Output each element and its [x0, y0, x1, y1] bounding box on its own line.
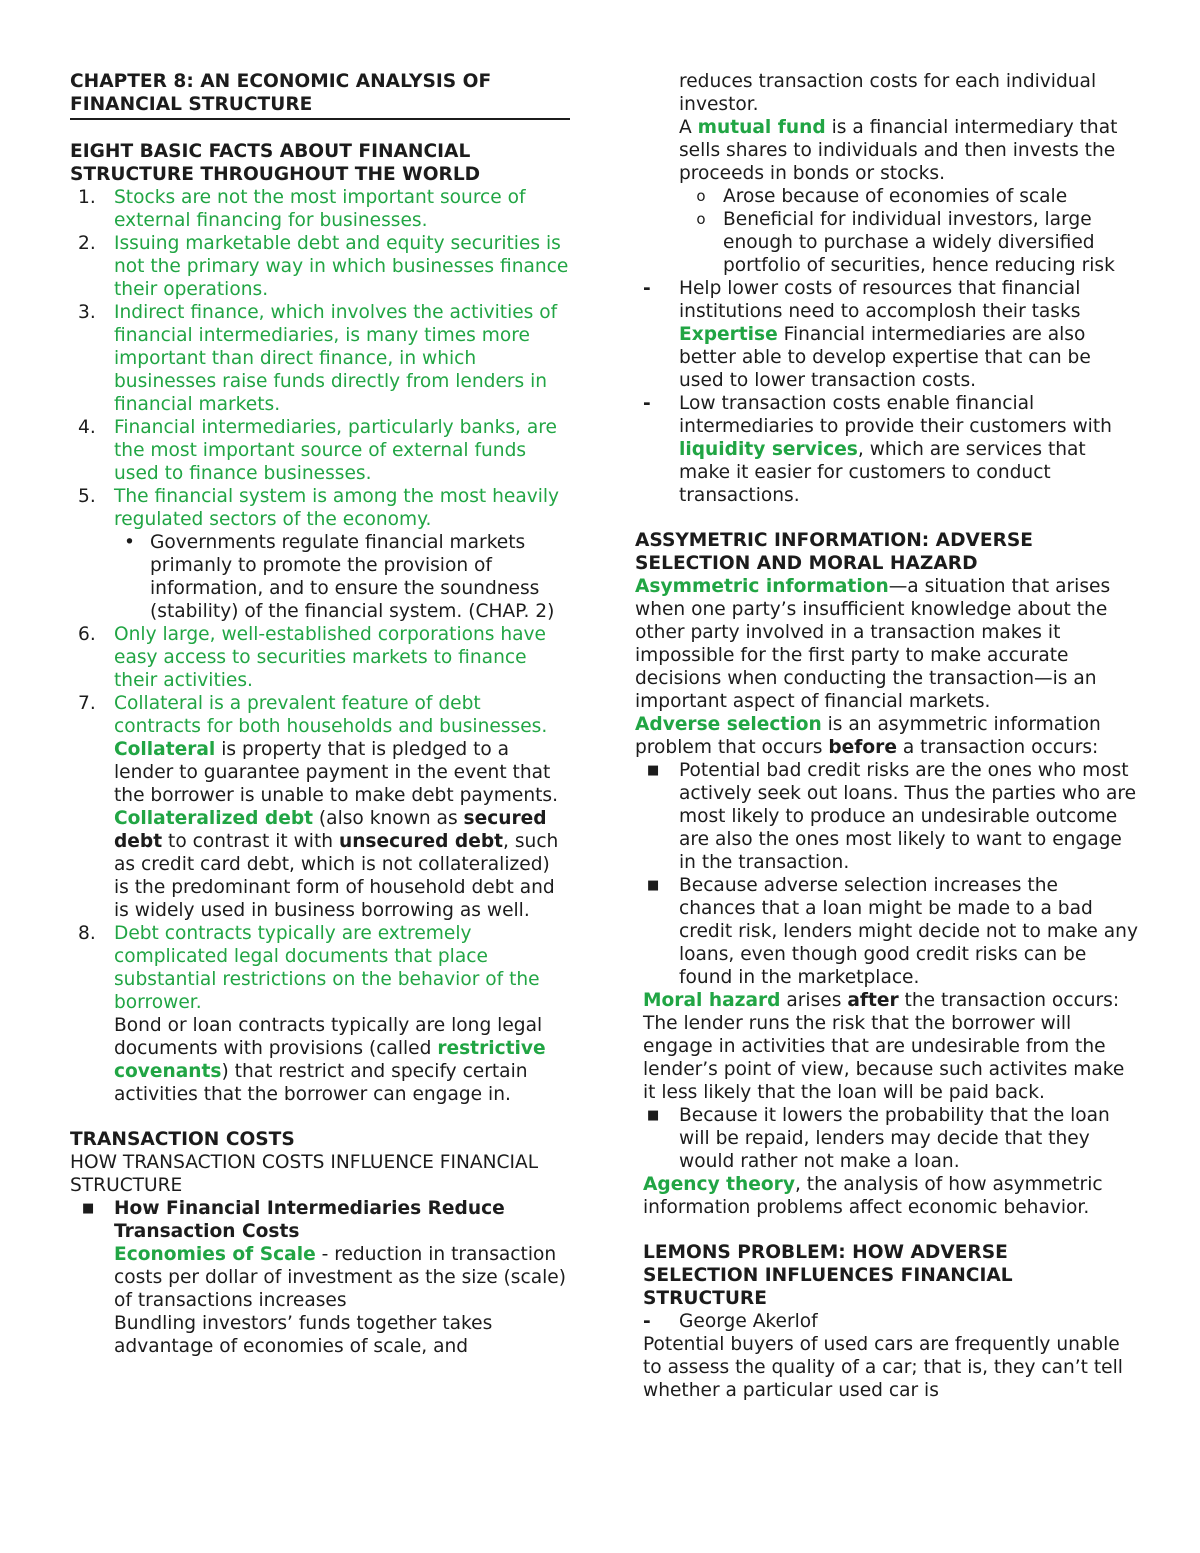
transaction-costs-subheading: HOW TRANSACTION COSTS INFLUENCE FINANCIAL STRUCTURE	[70, 1152, 539, 1196]
liquidity-text: Low transaction costs enable financial intermediaries to provide their customers with	[679, 393, 1112, 437]
square-bullet-icon: ■	[647, 878, 660, 893]
dash-bullet-icon: -	[643, 393, 651, 414]
agency-theory-definition	[635, 1173, 1140, 1219]
tc-bullet-text: How Financial Intermediaries Reduce Transaction Costs	[114, 1198, 505, 1242]
fact-item	[70, 623, 570, 692]
fact-number: 1.	[78, 187, 96, 208]
fact5-bullet	[114, 531, 570, 623]
fact-text: Issuing marketable debt and equity securities is not the primary way in which businesses finance their operations.	[114, 233, 569, 300]
lemons-heading-line2: SELECTION INFLUENCES FINANCIAL	[643, 1265, 1013, 1286]
bond-text: Bond or loan contracts typically are long legal documents with provisions (called	[114, 1015, 543, 1059]
expertise-definition	[679, 323, 1140, 392]
fact-item	[70, 922, 570, 1014]
as-text: is an asymmetric information problem that occurs	[635, 714, 1101, 758]
square-bullet-icon: ■	[82, 1201, 95, 1216]
fact-number: 6.	[78, 624, 96, 645]
mh-point-text: Because it lowers the probability that the loan will be repaid, lenders may decide that they would rather not make a loan.	[679, 1105, 1110, 1172]
ai-text: —a situation that arises when one party’s insufficient knowledge about the other party involved in a transaction makes it impossible for the first party to make accurate decisions when conducting the transaction—is an important aspect of financial markets.	[635, 576, 1111, 712]
fact-text: Stocks are not the most important source of external financing for businesses.	[114, 187, 526, 231]
fact-text: Collateral is a prevalent feature of debt contracts for both households and businesses.	[114, 693, 548, 737]
fact-number: 7.	[78, 693, 96, 714]
lemons-heading-line1: LEMONS PROBLEM: HOW ADVERSE	[643, 1242, 1008, 1263]
facts-heading-line1: EIGHT BASIC FACTS ABOUT FINANCIAL	[70, 141, 471, 162]
dash-item	[635, 277, 1140, 323]
lemons-heading	[635, 1241, 1140, 1310]
fact-text: Debt contracts typically are extremely complicated legal documents that place substantial restrictions on the behavior of the borrower.	[114, 923, 540, 1013]
collateral-text: (also known as	[313, 808, 464, 829]
collateral-text: is property that is pledged to a lender to guarantee payment in the event that the borrower is unable to make debt payments.	[114, 739, 558, 806]
mutual-fund-definition	[679, 116, 1140, 185]
emphasis-before: before	[828, 737, 897, 758]
term-economies-of-scale: Economies of Scale	[114, 1244, 316, 1265]
as-point	[635, 874, 1140, 989]
collateral-text: , such as credit card debt, which is not collateralized) is the predominant form of household debt and is widely used in business borrowing as well.	[114, 831, 559, 921]
circle-bullet-icon: o	[696, 187, 706, 205]
mf-point	[679, 208, 1140, 277]
eos-bundling-text: Bundling investors’ funds together takes advantage of economies of scale, and	[114, 1313, 493, 1357]
mf-point-text: Arose because of economies of scale	[723, 186, 1068, 207]
fact-item	[70, 485, 570, 531]
left-column	[70, 70, 570, 1358]
fact-text: The financial system is among the most heavily regulated sectors of the economy.	[114, 486, 560, 530]
square-bullet-icon: ■	[647, 1108, 660, 1123]
title-rule	[70, 118, 570, 120]
facts-heading-line2: STRUCTURE THROUGHOUT THE WORLD	[70, 164, 481, 185]
economies-of-scale-definition	[114, 1243, 570, 1312]
term-restrictive-covenants: restrictive covenants	[114, 1038, 546, 1082]
term-expertise: Expertise	[679, 324, 778, 345]
fact-number: 3.	[78, 302, 96, 323]
dash-item-text	[679, 392, 1140, 507]
bond-paragraph	[114, 1014, 570, 1106]
lemons-paragraph: Potential buyers of used cars are frequently unable to assess the quality of a car; that is, they can’t tell whether a particular used car is	[643, 1334, 1123, 1401]
as-text: a transaction occurs:	[896, 737, 1099, 758]
term-agency-theory: Agency theory	[643, 1174, 795, 1195]
term-asymmetric-information: Asymmetric information	[635, 576, 889, 597]
asymmetric-heading-line2: SELECTION AND MORAL HAZARD	[635, 553, 978, 574]
bond-text: ) that restrict and specify certain activities that the borrower can engage in.	[114, 1061, 528, 1105]
fact-text: Only large, well-established corporations have easy access to securities markets to finance their activities.	[114, 624, 546, 691]
expertise-text: Financial intermediaries are also better able to develop expertise that can be used to lower transaction costs.	[679, 324, 1091, 391]
adverse-selection-definition	[635, 713, 1140, 759]
fact-number: 5.	[78, 486, 96, 507]
dash-item	[635, 1310, 1140, 1333]
asymmetric-heading-line1: ASSYMETRIC INFORMATION: ADVERSE	[635, 530, 1034, 551]
fact-item	[70, 186, 570, 232]
spacer	[635, 507, 1140, 529]
right-column	[635, 70, 1140, 1402]
bullet-dot-icon: •	[124, 532, 135, 553]
term-liquidity-services: liquidity services	[679, 439, 858, 460]
term-adverse-selection: Adverse selection	[635, 714, 822, 735]
moral-hazard-definition	[635, 989, 1140, 1104]
circle-bullet-icon: o	[696, 210, 706, 228]
lemons-heading-line3: STRUCTURE	[643, 1288, 767, 1309]
chapter-title-line2: FINANCIAL STRUCTURE	[70, 94, 313, 115]
fact-item	[70, 232, 570, 301]
mh-text: the transaction occurs: The lender runs the risk that the borrower will engage in activities that are undesirable from the lender’s point of view, because such activites make it less likely that the loan will be paid back.	[643, 990, 1125, 1103]
chapter-title-line1: CHAPTER 8: AN ECONOMIC ANALYSIS OF	[70, 71, 492, 92]
fact-number: 2.	[78, 233, 96, 254]
mh-text: arises	[780, 990, 848, 1011]
mf-point	[679, 185, 1140, 208]
spacer	[70, 1106, 570, 1128]
asymmetric-heading	[635, 529, 1140, 575]
as-point-text: Because adverse selection increases the chances that a loan might be made to a bad credit risk, lenders might decide not to make any loans, even though good credit risks can be found in the marketplace.	[679, 875, 1138, 988]
fact-text: Indirect finance, which involves the activities of financial intermediaries, is many times more important than direct finance, in which businesses raise funds directly from lenders in financial markets.	[114, 302, 558, 415]
eos-text: - reduction in transaction costs per dollar of investment as the size (scale) of transactions increases	[114, 1244, 566, 1311]
term-collateral: Collateral	[114, 739, 216, 760]
agency-text: , the analysis of how asymmetric information problems affect economic behavior.	[643, 1174, 1103, 1218]
emphasis-after: after	[847, 990, 899, 1011]
collateral-text: to contrast it with	[162, 831, 339, 852]
tc-bullet	[70, 1197, 570, 1243]
fact-text: Financial intermediaries, particularly banks, are the most important source of external funds used to finance businesses.	[114, 417, 557, 484]
liquidity-text: , which are services that make it easier for customers to conduct transactions.	[679, 439, 1086, 506]
collateral-definition	[114, 738, 570, 922]
asymmetric-information-definition	[635, 575, 1140, 713]
term-collateralized-debt: Collateralized debt	[114, 808, 314, 829]
fact-item	[70, 692, 570, 738]
term-unsecured-debt: unsecured debt	[338, 831, 504, 852]
transaction-costs-heading: TRANSACTION COSTS	[70, 1129, 295, 1150]
fact-item	[70, 416, 570, 485]
fact-number: 8.	[78, 923, 96, 944]
as-point	[635, 759, 1140, 874]
term-mutual-fund: mutual fund	[697, 117, 826, 138]
mf-point-text: Beneficial for individual investors, large enough to purchase a widely diversified portfolio of securities, hence reducing risk	[723, 209, 1115, 276]
chapter-title	[70, 70, 570, 116]
square-bullet-icon: ■	[647, 763, 660, 778]
as-point-text: Potential bad credit risks are the ones who most actively seek out loans. Thus the parties who are most likely to produce an undesirable outcome are also the ones most likely to want to engage in the transaction.	[679, 760, 1137, 873]
dash-item	[635, 392, 1140, 507]
dash-item-text: Help lower costs of resources that financial institutions need to accomplosh their tasks	[679, 278, 1081, 322]
spacer	[635, 1219, 1140, 1241]
dash-bullet-icon: -	[643, 278, 651, 299]
dash-bullet-icon: -	[643, 1311, 651, 1332]
dash-item-text: George Akerlof	[679, 1311, 818, 1332]
mf-text: is a financial intermediary that sells shares to individuals and then invests the proceeds in bonds or stocks.	[679, 117, 1118, 184]
term-moral-hazard: Moral hazard	[643, 990, 781, 1011]
fact5-bullet-text: Governments regulate financial markets primanly to promote the provision of information, and to ensure the soundness (stability) of the financial system. (CHAP. 2)	[150, 532, 555, 622]
mh-point	[635, 1104, 1140, 1173]
fact-item	[70, 301, 570, 416]
fact-number: 4.	[78, 417, 96, 438]
continuation-text: reduces transaction costs for each individual investor.	[679, 71, 1097, 115]
term-secured-debt: secured debt	[114, 808, 547, 852]
facts-heading	[70, 140, 570, 186]
mf-text: A	[679, 117, 698, 138]
